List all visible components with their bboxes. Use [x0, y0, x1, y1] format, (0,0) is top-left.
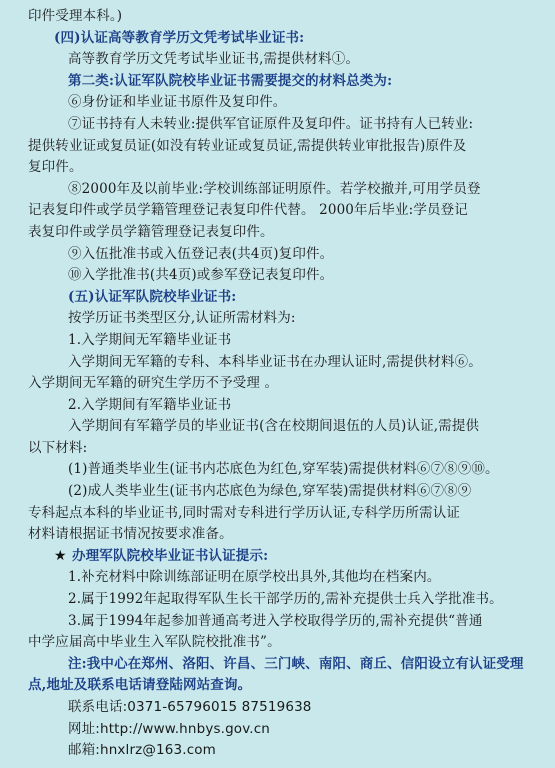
star-icon: ★: [54, 547, 67, 564]
text-line: 表复印件或学员学籍管理登记表复印件。: [28, 223, 274, 240]
text-line: 入学期间有军籍学员的毕业证书(含在校期间退伍的人员)认证,需提供: [68, 418, 480, 435]
text-line: 以下材料:: [28, 439, 88, 456]
text-line: ⑩入学批准书(共4页)或参军登记表复印件。: [68, 267, 334, 284]
text-line: 中学应届高中毕业生入军队院校批准书”。: [28, 634, 281, 651]
contact-website: 网址:http://www.hnbys.gov.cn: [68, 720, 271, 737]
subheading: 2.入学期间有军籍毕业证书: [68, 396, 232, 413]
text-line: 材料请根据证书情况按要求准备。: [28, 526, 233, 543]
text-line: 按学历证书类型区分,认证所需材料为:: [68, 310, 296, 327]
tips-heading: [28, 546, 529, 568]
text-line: ⑦证书持有人未转业:提供军官证原件及复印件。证书持有人已转业:: [68, 115, 474, 132]
text-line: 复印件。: [28, 159, 83, 176]
text-line: 1.补充材料中除训练部证明在原学校出具外,其他均在档案内。: [68, 569, 441, 586]
text-line: 2.属于1992年起取得军队生长干部学历的,需补充提供士兵入学批准书。: [68, 591, 503, 608]
text-line: ⑨入伍批准书或入伍登记表(共4页)复印件。: [68, 245, 334, 262]
text-line: 记表复印件或学员学籍管理登记表复印件代替。 2000年后毕业:学员登记: [28, 202, 468, 219]
category-heading-2: 第二类:认证军队院校毕业证书需要提交的材料总类为:: [68, 72, 393, 89]
text-line: (2)成人类毕业生(证书内芯底色为绿色,穿军装)需提供材料⑥⑦⑧⑨: [68, 483, 472, 500]
contact-email: 邮箱:hnxlrz@163.com: [68, 742, 216, 759]
note-line: 注:我中心在郑州、洛阳、许昌、三门峡、南阳、商丘、信阳设立有认证受理: [68, 655, 524, 672]
contact-phone: 联系电话:0371-65796015 87519638: [68, 699, 312, 715]
text-line: 高等教育学历文凭考试毕业证书,需提供材料①。: [68, 51, 360, 68]
subheading: 1.入学期间无军籍毕业证书: [68, 331, 232, 348]
section-heading-4: (四)认证高等教育学历文凭考试毕业证书:: [54, 29, 305, 46]
text-line: 入学期间无军籍的专科、本科毕业证书在办理认证时,需提供材料⑥。: [68, 353, 482, 370]
text-line: (1)普通类毕业生(证书内芯底色为红色,穿军装)需提供材料⑥⑦⑧⑨⑩。: [68, 461, 499, 478]
text-line: 3.属于1994年起参加普通高考进入学校取得学历的,需补充提供“普通: [68, 612, 483, 629]
tips-heading-text: 办理军队院校毕业证书认证提示:: [72, 547, 269, 564]
text-line: ⑥身份证和毕业证书原件及复印件。: [68, 94, 287, 111]
text-line: ⑧2000年及以前毕业:学校训练部证明原件。若学校撤并,可用学员登: [68, 180, 481, 197]
section-heading-5: (五)认证军队院校毕业证书:: [68, 288, 237, 305]
text-line: 入学期间无军籍的研究生学历不予受理 。: [28, 375, 279, 392]
note-line: 点,地址及联系电话请登陆网站查询。: [28, 677, 252, 694]
text-line: 印件受理本科。): [28, 8, 123, 24]
text-line: 提供转业证或复员证(如没有转业证或复员证,需提供转业审批报告)原件及: [28, 137, 467, 154]
text-line: 专科起点本科的毕业证书,同时需对专科进行学历认证,专科学历所需认证: [28, 504, 461, 521]
